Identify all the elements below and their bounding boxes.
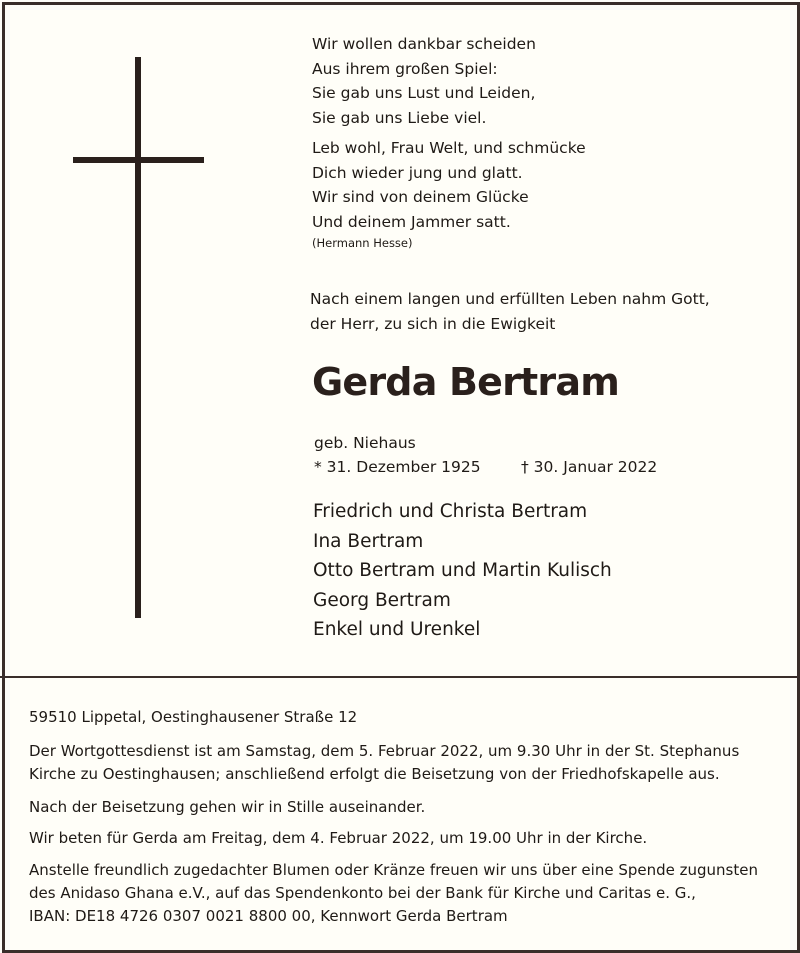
intro-line: der Herr, zu sich in die Ewigkeit <box>310 315 556 333</box>
service-line: Kirche zu Oestinghausen; anschließend erfolgt die Beisetzung von der Friedhofskapelle aus. <box>29 765 720 783</box>
donation-line: Anstelle freundlich zugedachter Blumen oder Kränze freuen wir uns über eine Spende zugunsten <box>29 861 758 879</box>
poem-stanza-1 <box>312 32 536 130</box>
poem-line: Wir sind von deinem Glücke <box>312 188 529 206</box>
after-info: Nach der Beisetzung gehen wir in Stille auseinander. <box>29 798 426 816</box>
mourner-name: Georg Bertram <box>313 589 451 611</box>
poem-line: Sie gab uns Lust und Leiden, <box>312 84 536 102</box>
mourner-name: Friedrich und Christa Bertram <box>313 501 588 522</box>
poem-line: Und deinem Jammer satt. <box>312 212 511 231</box>
poem-line: Sie gab uns Liebe viel. <box>312 108 487 127</box>
intro-line: Nach einem langen und erfüllten Leben nahm Gott, <box>310 290 710 308</box>
deceased-name: Gerda Bertram <box>312 360 619 404</box>
mourner-name: Ina Bertram <box>313 530 424 552</box>
service-info <box>29 740 739 786</box>
address: 59510 Lippetal, Oestinghausener Straße 12 <box>29 708 358 726</box>
poem-line: Aus ihrem großen Spiel: <box>312 59 498 78</box>
poem-author: (Hermann Hesse) <box>312 236 413 250</box>
donation-line: des Anidaso Ghana e.V., auf das Spendenkonto bei der Bank für Kirche und Caritas e. G., <box>29 884 696 902</box>
section-divider <box>0 676 800 678</box>
life-dates <box>314 431 657 479</box>
cross-icon <box>135 57 141 618</box>
death-date: † 30. Januar 2022 <box>521 458 658 476</box>
poem-line: Leb wohl, Frau Welt, und schmücke <box>312 139 586 157</box>
donation-line: IBAN: DE18 4726 0307 0021 8800 00, Kennwort Gerda Bertram <box>29 907 508 925</box>
service-line: Der Wortgottesdienst ist am Samstag, dem 5. Februar 2022, um 9.30 Uhr in der St. Stephanus <box>29 742 740 760</box>
maiden-name: geb. Niehaus <box>314 434 416 452</box>
poem-stanza-2 <box>312 136 586 252</box>
poem-line: Dich wieder jung und glatt. <box>312 163 523 182</box>
birth-date: * 31. Dezember 1925 <box>314 458 481 476</box>
prayer-info: Wir beten für Gerda am Freitag, dem 4. Februar 2022, um 19.00 Uhr in der Kirche. <box>29 829 648 847</box>
mourner-name: Otto Bertram und Martin Kulisch <box>313 560 612 581</box>
mourners-list <box>313 497 612 645</box>
intro-text <box>310 287 710 337</box>
mourner-name: Enkel und Urenkel <box>313 619 481 640</box>
donation-info <box>29 859 758 928</box>
poem-line: Wir wollen dankbar scheiden <box>312 35 536 53</box>
cross-icon-bar <box>73 157 204 163</box>
